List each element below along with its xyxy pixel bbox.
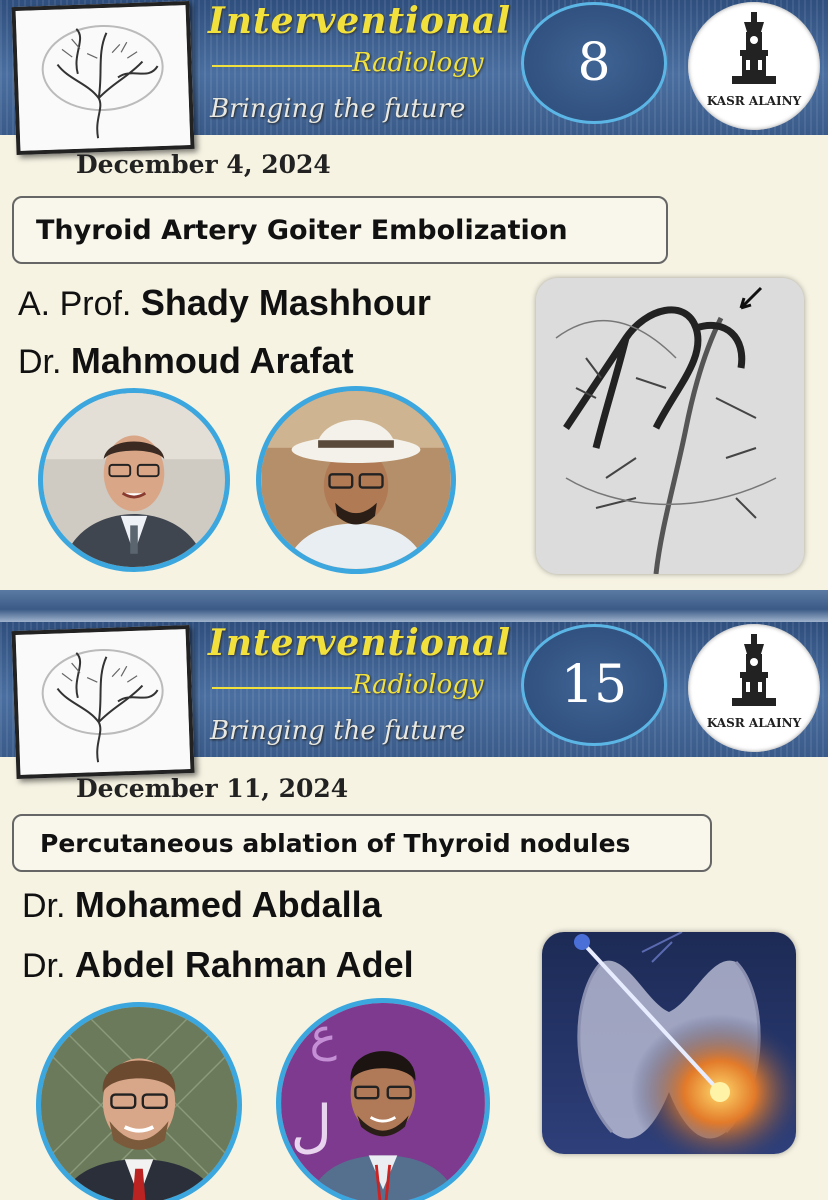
kasr-alainy-logo: [688, 2, 820, 130]
thyroid-ablation-image: [542, 932, 796, 1154]
session-date: December 4, 2024: [76, 150, 331, 179]
speaker-title: Dr.: [22, 947, 66, 985]
card-divider: [0, 590, 828, 622]
session-number: 15: [560, 655, 628, 715]
kasr-alainy-logo: [688, 624, 820, 752]
speaker-4-photo: [276, 998, 490, 1200]
speaker-title: Dr.: [22, 887, 66, 925]
title-interventional: Interventional: [208, 622, 512, 664]
topic-box: [12, 814, 712, 872]
logo-text: KASR ALAINY: [706, 716, 802, 730]
session-date: December 11, 2024: [76, 774, 349, 803]
speaker-1: [22, 884, 382, 926]
speaker-1: [18, 282, 431, 324]
session-card-2: [0, 622, 828, 1200]
title-interventional: Interventional: [208, 0, 512, 42]
clock-tower-icon: [724, 632, 784, 712]
svg-text:ع: ع: [309, 1008, 337, 1062]
speaker-name: Shady Mashhour: [140, 282, 431, 323]
session-number-badge: [521, 624, 667, 746]
tagline: Bringing the future: [210, 94, 466, 124]
topic-title: Thyroid Artery Goiter Embolization: [36, 214, 568, 246]
speaker-name: Abdel Rahman Adel: [74, 944, 414, 985]
title-radiology: Radiology: [352, 670, 484, 700]
title-radiology: Radiology: [352, 48, 484, 78]
title-rule: [212, 65, 352, 67]
speaker-3-photo: [36, 1002, 242, 1200]
topic-title: Percutaneous ablation of Thyroid nodules: [40, 828, 631, 858]
speaker-2-photo: [256, 386, 456, 574]
angiogram-image: [536, 278, 804, 574]
topic-box: [12, 196, 668, 264]
speaker-2: [18, 340, 354, 382]
logo-text: KASR ALAINY: [706, 94, 802, 108]
session-card-1: [0, 0, 828, 590]
title-rule: [212, 687, 352, 689]
session-number: 8: [577, 33, 611, 93]
speaker-name: Mohamed Abdalla: [74, 884, 382, 925]
session-number-badge: [521, 2, 667, 124]
speaker-name: Mahmoud Arafat: [70, 340, 354, 381]
speaker-title: Dr.: [18, 343, 62, 381]
speaker-title: A. Prof.: [18, 285, 132, 323]
svg-text:ل: ل: [290, 1093, 333, 1160]
brain-angiogram-thumbnail: [11, 1, 194, 155]
tagline: Bringing the future: [210, 716, 466, 746]
speaker-2: [22, 944, 414, 986]
speaker-1-photo: [38, 388, 230, 572]
brain-angiogram-thumbnail: [11, 625, 194, 779]
clock-tower-icon: [724, 10, 784, 90]
